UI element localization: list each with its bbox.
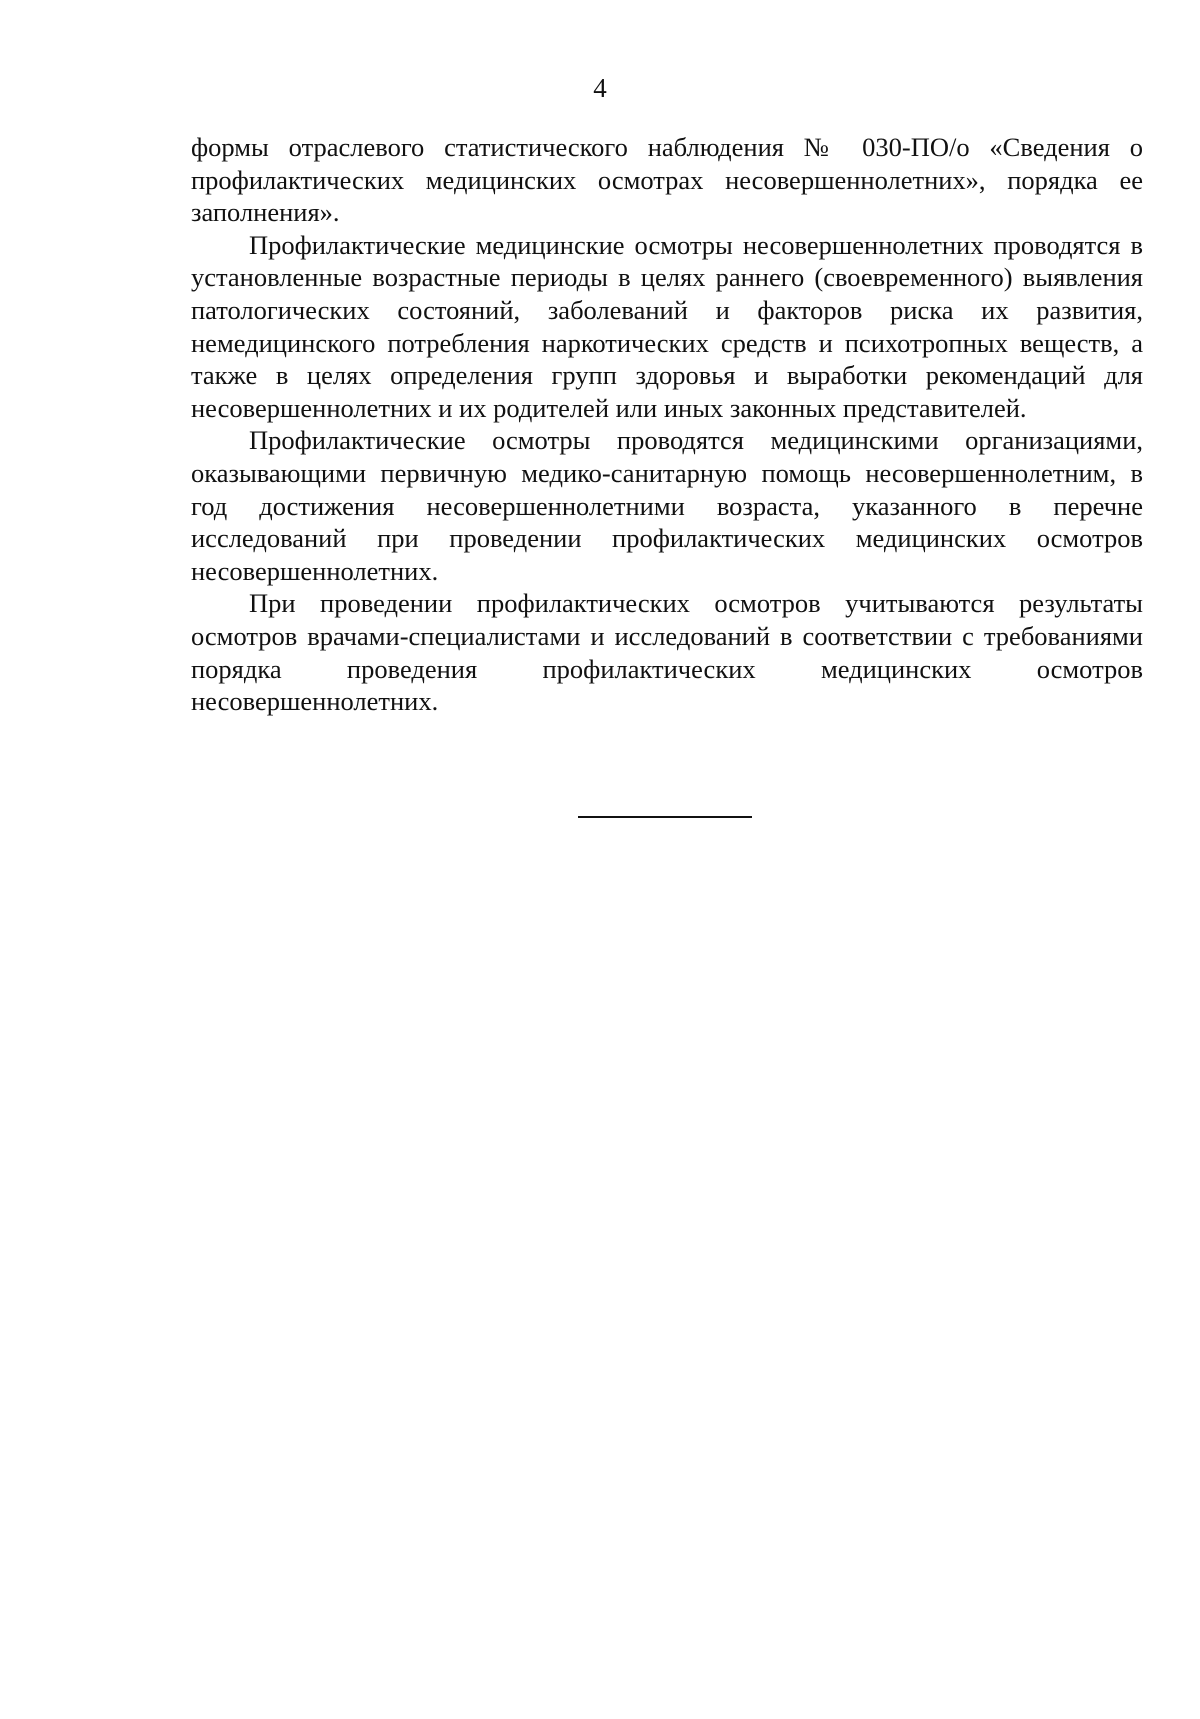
paragraph-continuation: формы отраслевого статистического наблюдения № 030-ПО/о «Сведения о профилактических медицинских осмотрах несовершеннолетних», порядка ее заполнения». [191, 132, 1143, 228]
paragraph-purpose: Профилактические медицинские осмотры несовершеннолетних проводятся в установленные возрастные периоды в целях раннего (своевременного) выявления патологических состояний, заболеваний и факторов риска их развития, немедицинского потребления наркотических средств и психотропных веществ, а также в целях определения групп здоровья и выработки рекомендаций для несовершеннолетних и их родителей или иных законных представителей. [191, 229, 1143, 423]
paragraph-results: При проведении профилактических осмотров учитываются результаты осмотров врачами-специалистами и исследований в соответствии с требованиями порядка проведения профилактических медицинских осмотров несовершеннолетних. [191, 588, 1143, 717]
end-divider-line [578, 816, 752, 818]
document-body [191, 131, 1143, 718]
page-number: 4 [593, 73, 607, 103]
paragraph-organizations: Профилактические осмотры проводятся медицинскими организациями, оказывающими первичную медико-санитарную помощь несовершеннолетним, в год достижения несовершеннолетними возраста, указанного в перечне исследований при проведении профилактических медицинских осмотров несовершеннолетних. [191, 425, 1143, 586]
